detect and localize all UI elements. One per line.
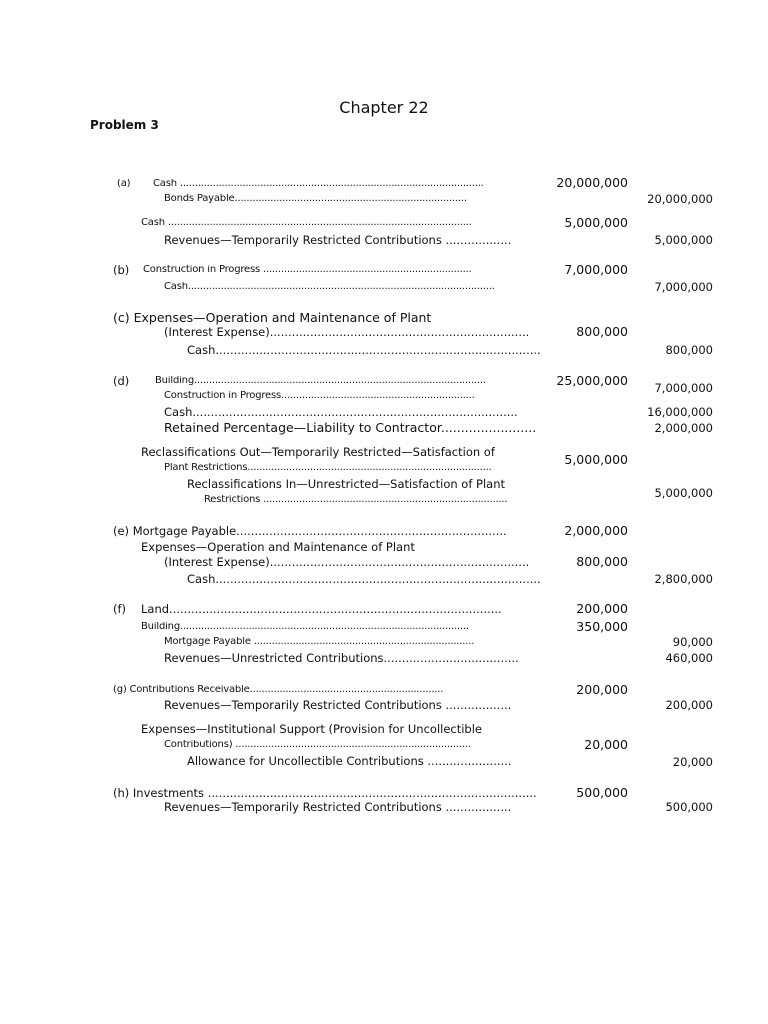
- entry-line: (Interest Expense).......................................................................: [164, 327, 530, 339]
- credit-amount: 90,000: [672, 635, 713, 649]
- credit-amount: 2,800,000: [654, 572, 713, 586]
- entry-line: (f): [113, 604, 127, 616]
- credit-amount: 2,000,000: [654, 421, 713, 435]
- entry-line: Contributions) ...............................................................................: [164, 740, 471, 750]
- entry-line: Revenues—Temporarily Restricted Contributions ..................: [164, 700, 512, 712]
- debit-amount: 800,000: [576, 324, 628, 339]
- debit-amount: 2,000,000: [564, 523, 628, 538]
- credit-amount: 500,000: [665, 800, 713, 814]
- debit-amount: 5,000,000: [564, 215, 628, 230]
- debit-amount: 20,000: [584, 737, 628, 752]
- entry-line: Revenues—Unrestricted Contributions.....................................: [164, 653, 519, 665]
- entry-line: Cash.........................................................................................: [187, 574, 541, 586]
- entry-line: (b): [113, 265, 130, 277]
- debit-amount: 20,000,000: [556, 175, 628, 190]
- entry-line: (Interest Expense).......................................................................: [164, 557, 530, 569]
- entry-line: Expenses—Institutional Support (Provision for Uncollectible: [141, 724, 483, 736]
- debit-amount: 25,000,000: [556, 373, 628, 388]
- entry-line: Land...........................................................................................: [141, 604, 502, 616]
- entry-line: Restrictions ..................................................................................: [204, 495, 508, 505]
- page-title: Chapter 22: [339, 98, 429, 117]
- entry-line: (c) Expenses—Operation and Maintenance of Plant: [113, 312, 432, 325]
- credit-amount: 20,000: [672, 755, 713, 769]
- credit-amount: 5,000,000: [654, 486, 713, 500]
- credit-amount: 20,000,000: [647, 192, 713, 206]
- entry-line: Retained Percentage—Liability to Contractor........................: [164, 422, 537, 435]
- credit-amount: 7,000,000: [654, 280, 713, 294]
- entry-line: Construction in Progress ......................................................................: [143, 265, 472, 275]
- entry-line: (g) Contributions Receivable.................................................................: [113, 685, 444, 695]
- entry-line: Mortgage Payable ..........................................................................: [164, 637, 475, 647]
- entry-line: Revenues—Temporarily Restricted Contributions ..................: [164, 802, 512, 814]
- entry-line: (d): [113, 376, 130, 388]
- entry-line: Cash.......................................................................................................: [164, 282, 495, 292]
- entry-line: Cash ......................................................................................................: [153, 179, 484, 189]
- entry-line: Cash.........................................................................................: [164, 407, 518, 419]
- entry-line: (h) Investments ..........................................................................................: [113, 788, 537, 800]
- debit-amount: 200,000: [576, 682, 628, 697]
- entry-line: Construction in Progress.................................................................: [164, 391, 475, 401]
- credit-amount: 16,000,000: [647, 405, 713, 419]
- debit-amount: 200,000: [576, 601, 628, 616]
- debit-amount: 500,000: [576, 785, 628, 800]
- credit-amount: 5,000,000: [654, 233, 713, 247]
- entry-line: Building.................................................................................................: [141, 622, 469, 632]
- entry-line: Revenues—Temporarily Restricted Contributions ..................: [164, 235, 512, 247]
- entry-line: (e) Mortgage Payable..........................................................................: [113, 526, 507, 538]
- credit-amount: 7,000,000: [654, 381, 713, 395]
- debit-amount: 800,000: [576, 554, 628, 569]
- entry-line: Expenses—Operation and Maintenance of Plant: [141, 542, 415, 554]
- entry-line: (a): [117, 179, 131, 189]
- entry-line: Cash.........................................................................................: [187, 345, 541, 357]
- entry-line: Cash ......................................................................................................: [141, 218, 472, 228]
- entry-line: Allowance for Uncollectible Contributions .......................: [187, 756, 512, 768]
- debit-amount: 5,000,000: [564, 452, 628, 467]
- problem-heading: Problem 3: [90, 118, 159, 132]
- entry-line: Plant Restrictions..................................................................................: [164, 463, 492, 473]
- entry-line: Reclassifications In—Unrestricted—Satisfaction of Plant: [187, 479, 506, 491]
- debit-amount: 350,000: [576, 619, 628, 634]
- entry-line: Reclassifications Out—Temporarily Restricted—Satisfaction of: [141, 447, 495, 459]
- credit-amount: 200,000: [665, 698, 713, 712]
- debit-amount: 7,000,000: [564, 262, 628, 277]
- credit-amount: 460,000: [665, 651, 713, 665]
- entry-line: Building..................................................................................................: [155, 376, 486, 386]
- entry-line: Bonds Payable..............................................................................: [164, 194, 467, 204]
- credit-amount: 800,000: [665, 343, 713, 357]
